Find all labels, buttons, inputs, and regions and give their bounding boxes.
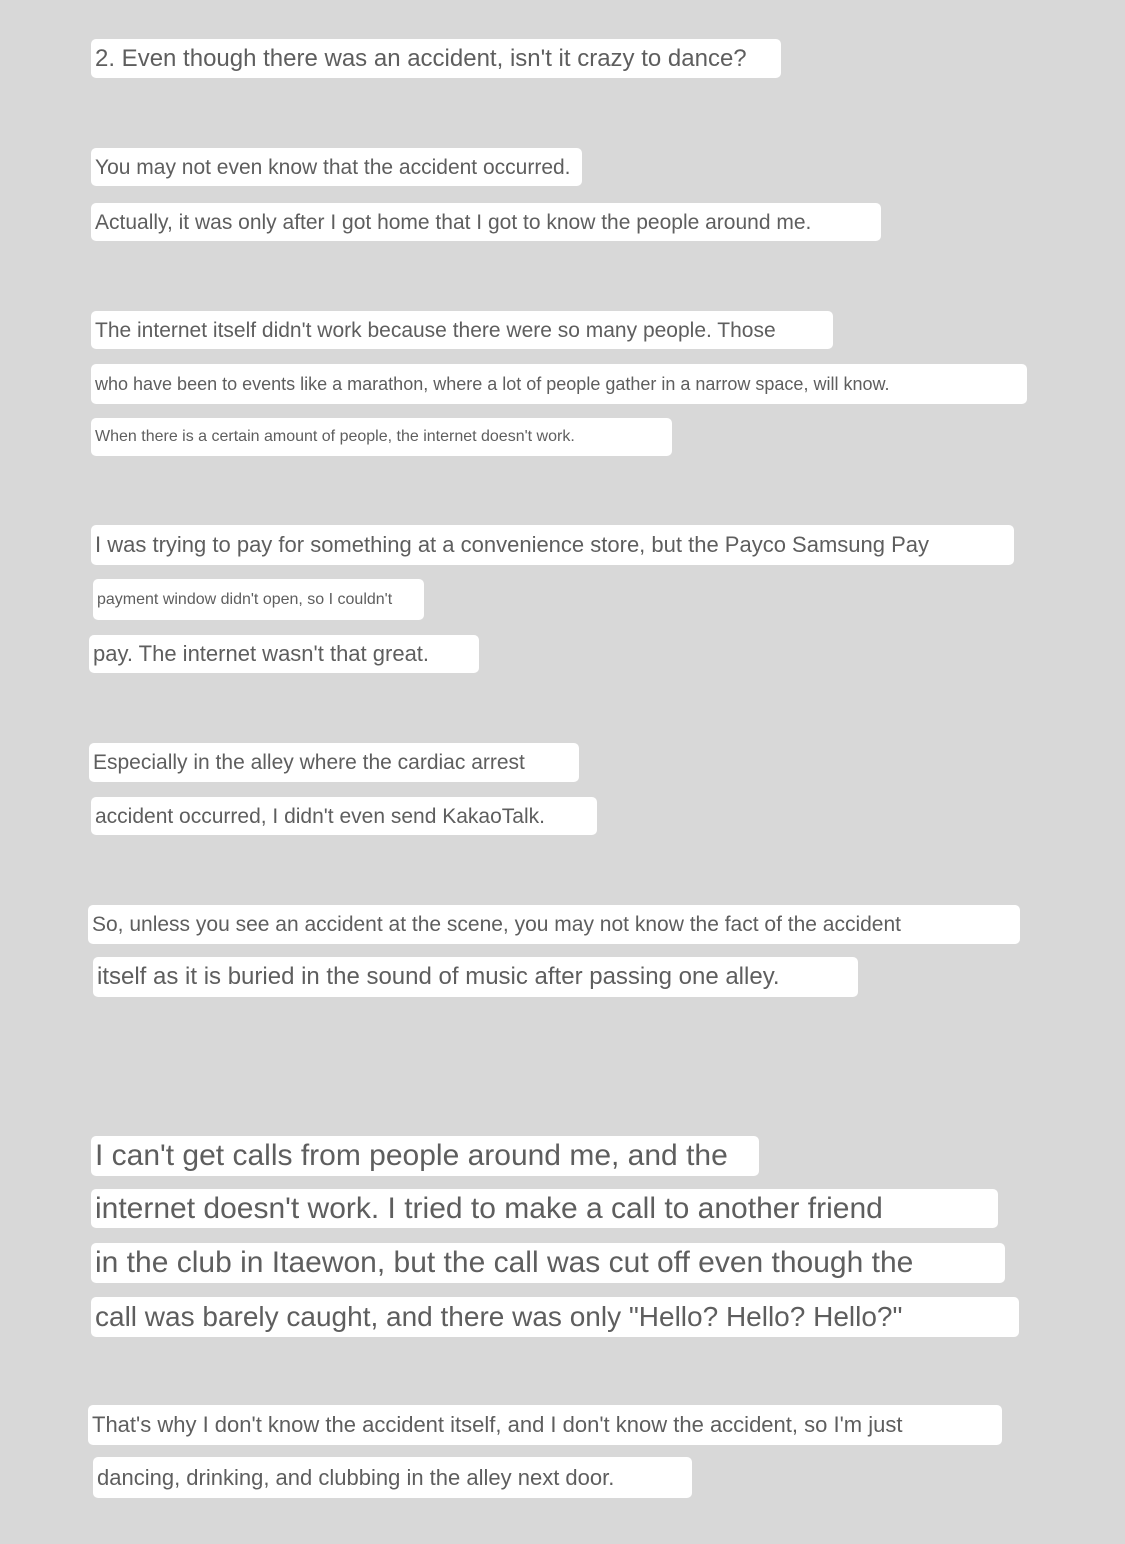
text-line: internet doesn't work. I tried to make a call to another friend [91, 1189, 998, 1228]
text-line: That's why I don't know the accident itself, and I don't know the accident, so I'm just [88, 1405, 1002, 1445]
text-line: itself as it is buried in the sound of music after passing one alley. [93, 957, 858, 997]
text-line: dancing, drinking, and clubbing in the alley next door. [93, 1457, 692, 1498]
question-heading: 2. Even though there was an accident, isn't it crazy to dance? [91, 39, 781, 78]
text-line: call was barely caught, and there was only "Hello? Hello? Hello?" [91, 1297, 1019, 1337]
text-line: The internet itself didn't work because there were so many people. Those [91, 311, 833, 349]
text-line: who have been to events like a marathon, where a lot of people gather in a narrow space, will know. [91, 364, 1027, 404]
text-line: pay. The internet wasn't that great. [89, 635, 479, 673]
text-line: in the club in Itaewon, but the call was cut off even though the [91, 1243, 1005, 1283]
text-line: Actually, it was only after I got home that I got to know the people around me. [91, 203, 881, 241]
text-line: payment window didn't open, so I couldn't [93, 579, 424, 620]
text-line: You may not even know that the accident occurred. [91, 148, 582, 186]
text-line: I was trying to pay for something at a convenience store, but the Payco Samsung Pay [91, 525, 1014, 565]
text-line: Especially in the alley where the cardiac arrest [89, 743, 579, 782]
text-line: So, unless you see an accident at the scene, you may not know the fact of the accident [88, 905, 1020, 944]
text-line: accident occurred, I didn't even send KakaoTalk. [91, 797, 597, 835]
text-line: I can't get calls from people around me, and the [91, 1136, 759, 1176]
text-line: When there is a certain amount of people, the internet doesn't work. [91, 418, 672, 456]
